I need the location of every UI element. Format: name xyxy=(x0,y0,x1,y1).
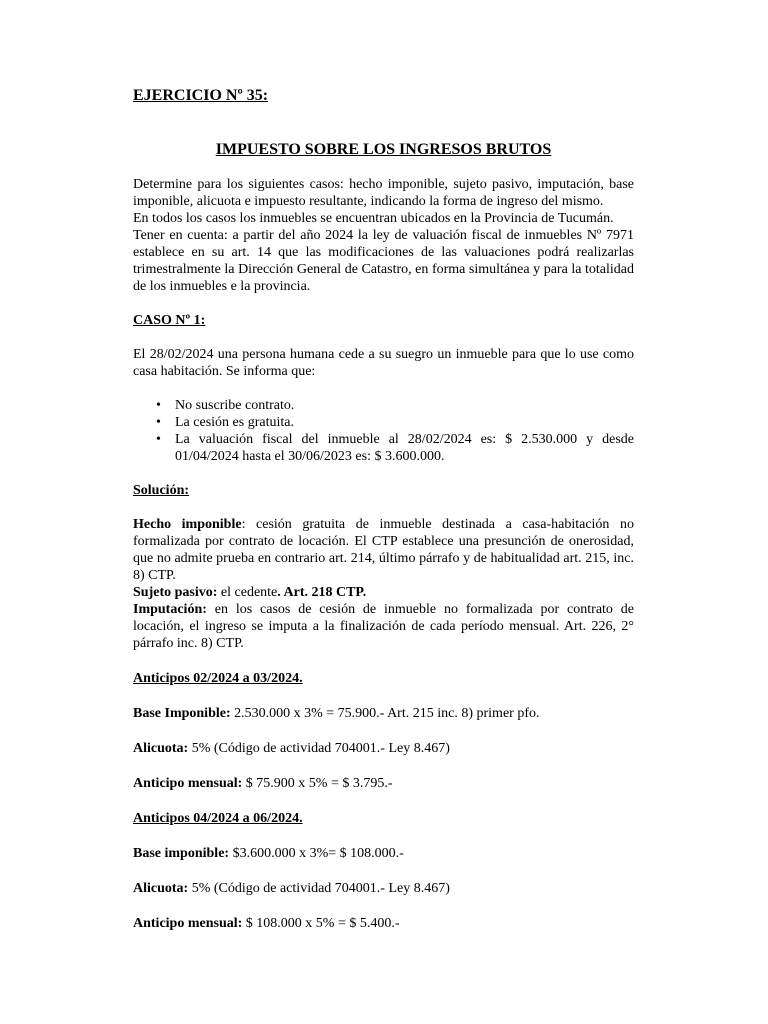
solution-title xyxy=(133,482,634,499)
hecho-imponible-text: : cesión gratuita de inmueble destinada a casa-habitación no formalizada por contrato de locación. El CTP establece una presunción de onerosidad, que no admite prueba en contrario art. 214, último párrafo y de habitualidad art. 215, inc. 8) CTP. xyxy=(133,517,634,583)
period2-alicuota-text: 5% (Código de actividad 704001.- Ley 8.467) xyxy=(188,881,450,896)
case-title xyxy=(133,312,634,329)
exercise-title: EJERCICIO Nº 35: xyxy=(133,87,269,104)
period2-title xyxy=(133,810,634,827)
case-title-text: CASO Nº 1: xyxy=(133,313,206,328)
period1-alicuota xyxy=(133,740,634,757)
hecho-imponible-paragraph xyxy=(133,516,634,584)
main-title: IMPUESTO SOBRE LOS INGRESOS BRUTOS xyxy=(215,141,552,158)
period1-anticipo-text: $ 75.900 x 5% = $ 3.795.- xyxy=(242,776,393,791)
period2-base xyxy=(133,845,634,862)
list-item: • No suscribe contrato. xyxy=(175,397,634,414)
sujeto-pasivo-ref: . Art. 218 CTP. xyxy=(277,585,367,600)
intro-paragraph: En todos los casos los inmuebles se encuentran ubicados en la Provincia de Tucumán. xyxy=(133,211,614,226)
list-item: • La valuación fiscal del inmueble al 28/02/2024 es: $ 2.530.000 y desde 01/04/2024 hasta el 30/06/2023 es: $ 3.600.000. xyxy=(175,431,634,465)
period2-title-text: Anticipos 04/2024 a 06/2024. xyxy=(133,811,303,826)
imputacion-label: Imputación: xyxy=(133,602,207,617)
intro-paragraph: Tener en cuenta: a partir del año 2024 la ley de valuación fiscal de inmuebles Nº 7971 establece en su art. 14 que las modificaciones de las valuaciones podrá realizarlas trimestralmente la Dirección General de Catastro, en forma simultánea y para la totalidad de los inmuebles e la provincia. xyxy=(133,228,634,294)
period2-anticipo-label: Anticipo mensual: xyxy=(133,916,243,931)
period1-title-text: Anticipos 02/2024 a 03/2024. xyxy=(133,671,303,686)
intro-block xyxy=(133,176,634,295)
period1-alicuota-text: 5% (Código de actividad 704001.- Ley 8.467) xyxy=(188,741,450,756)
period2-base-label: Base imponible: xyxy=(133,846,230,861)
solution-title-text: Solución: xyxy=(133,483,190,498)
imputacion-text: en los casos de cesión de inmueble no formalizada por contrato de locación, el ingreso se imputa a la finalización de cada período mensual. Art. 226, 2° párrafo inc. 8) CTP. xyxy=(133,602,634,651)
case-text: El 28/02/2024 una persona humana cede a su suegro un inmueble para que lo use como casa habitación. Se informa que: xyxy=(133,347,634,379)
period1-anticipo-label: Anticipo mensual: xyxy=(133,776,243,791)
period1-anticipo xyxy=(133,775,634,792)
case-conditions-list xyxy=(133,397,634,465)
period1-title xyxy=(133,670,634,687)
period1-alicuota-label: Alicuota: xyxy=(133,741,189,756)
period1-base-label: Base Imponible: xyxy=(133,706,231,721)
period2-alicuota-label: Alicuota: xyxy=(133,881,189,896)
period2-alicuota xyxy=(133,880,634,897)
sujeto-pasivo-label: Sujeto pasivo: xyxy=(133,585,218,600)
period1-base xyxy=(133,705,634,722)
list-item: • La cesión es gratuita. xyxy=(175,414,634,431)
period2-base-text: $3.600.000 x 3%= $ 108.000.- xyxy=(229,846,404,861)
sujeto-pasivo-paragraph xyxy=(133,584,634,601)
period1-base-text: 2.530.000 x 3% = 75.900.- Art. 215 inc. 8) primer pfo. xyxy=(230,706,540,721)
period2-anticipo xyxy=(133,915,634,932)
sujeto-pasivo-text: el cedente xyxy=(217,585,278,600)
intro-paragraph: Determine para los siguientes casos: hecho imponible, sujeto pasivo, imputación, base imponible, alicuota e impuesto resultante, indicando la forma de ingreso del mismo. xyxy=(133,177,634,209)
imputacion-paragraph xyxy=(133,601,634,652)
solution-block xyxy=(133,516,634,652)
period2-anticipo-text: $ 108.000 x 5% = $ 5.400.- xyxy=(242,916,400,931)
hecho-imponible-label: Hecho imponible xyxy=(133,517,242,532)
